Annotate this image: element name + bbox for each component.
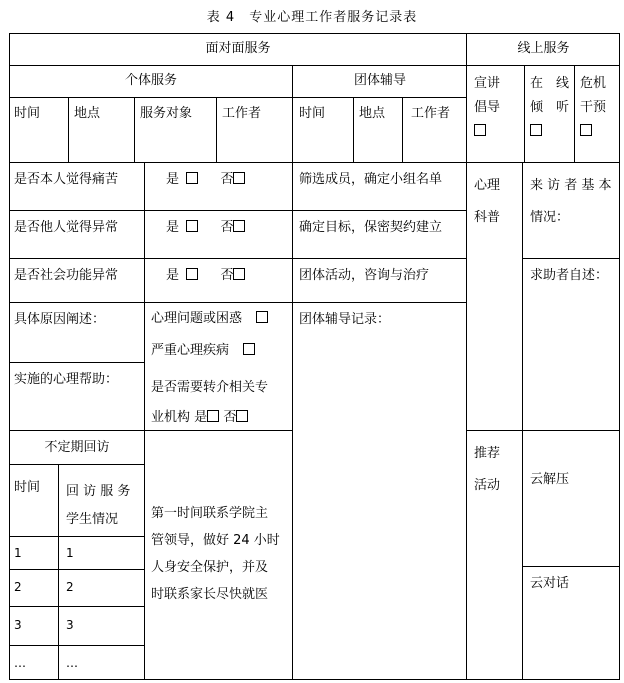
option-psych-problem: 心理问题或困惑 xyxy=(151,309,268,329)
listening-checkbox[interactable] xyxy=(530,124,542,136)
individual-col-time: 时间 xyxy=(14,106,41,121)
crisis-checkbox[interactable] xyxy=(580,124,592,136)
followup-col-time: 时间 xyxy=(14,480,41,495)
option-severe-disease: 严重心理疾病 xyxy=(151,341,255,361)
online-header: 线上服务 xyxy=(517,41,570,56)
question-social-function: 是否社会功能异常 xyxy=(14,268,119,283)
yes-checkbox[interactable] xyxy=(186,172,198,184)
followup-header: 不定期回访 xyxy=(44,440,110,455)
help-label: 实施的心理帮助： xyxy=(14,372,119,387)
self-statement: 求助者自述： xyxy=(530,268,609,283)
group-col-time: 时间 xyxy=(299,106,326,121)
group-step-screening: 筛选成员，确定小组名单 xyxy=(299,172,443,187)
answer-self-distress: 是 否 xyxy=(166,170,245,190)
no-checkbox[interactable] xyxy=(233,172,245,184)
advocacy-checkbox[interactable] xyxy=(474,124,486,136)
online-col-crisis: 危机 干预 xyxy=(580,72,606,144)
cloud-dialogue: 云对话 xyxy=(530,576,570,591)
psych-problem-checkbox[interactable] xyxy=(256,311,268,323)
question-self-distress: 是否本人觉得痛苦 xyxy=(14,172,119,187)
followup-row-3-time: 3 xyxy=(14,618,22,632)
reason-label: 具体原因阐述： xyxy=(14,312,106,327)
group-step-goal: 确定目标，保密契约建立 xyxy=(299,220,443,235)
followup-col-status: 回 访 服 务 学生情况 xyxy=(66,484,131,527)
group-record-label: 团体辅导记录： xyxy=(299,312,391,327)
individual-col-client: 服务对象 xyxy=(140,106,193,121)
individual-header: 个体服务 xyxy=(124,73,177,88)
referral-yes-checkbox[interactable] xyxy=(207,410,219,422)
face-to-face-header: 面对面服务 xyxy=(205,41,271,56)
severe-disease-checkbox[interactable] xyxy=(243,343,255,355)
referral-no-checkbox[interactable] xyxy=(236,410,248,422)
table-title: 表 4 专业心理工作者服务记录表 xyxy=(206,10,418,25)
group-col-place: 地点 xyxy=(359,106,386,121)
no-checkbox[interactable] xyxy=(233,268,245,280)
yes-checkbox[interactable] xyxy=(186,220,198,232)
answer-others-abnormal: 是 否 xyxy=(166,218,245,238)
option-referral: 是否需要转介相关专 业机构 是 否 xyxy=(151,380,269,425)
group-col-worker: 工作者 xyxy=(411,106,451,121)
emergency-instructions: 第一时间联系学院主 管领导，做好 24 小时 人身安全保护，并及 时联系家长尽快就医 xyxy=(151,506,280,602)
followup-row-more-status: … xyxy=(66,656,78,670)
online-col-listening: 在 线 倾 听 xyxy=(530,72,569,144)
answer-social-function: 是 否 xyxy=(166,266,245,286)
followup-row-more-time: … xyxy=(14,656,26,670)
followup-row-1-time: 1 xyxy=(14,546,22,560)
followup-row-1-status: 1 xyxy=(66,546,74,560)
question-others-abnormal: 是否他人觉得异常 xyxy=(14,220,119,235)
online-col-advocacy: 宣讲 倡导 xyxy=(474,72,500,144)
no-checkbox[interactable] xyxy=(233,220,245,232)
individual-col-place: 地点 xyxy=(74,106,101,121)
individual-col-worker: 工作者 xyxy=(222,106,262,121)
psych-popular-science: 心理 科普 xyxy=(474,178,501,225)
followup-row-2-time: 2 xyxy=(14,580,22,594)
visitor-basic-info: 来 访 者 基 本 情况： xyxy=(530,178,612,225)
followup-row-3-status: 3 xyxy=(66,618,74,632)
group-step-activity: 团体活动，咨询与治疗 xyxy=(299,268,430,283)
recommended-activities: 推荐 活动 xyxy=(474,446,501,493)
cloud-decompress: 云解压 xyxy=(530,472,570,487)
followup-row-2-status: 2 xyxy=(66,580,74,594)
group-header: 团体辅导 xyxy=(353,73,406,88)
yes-checkbox[interactable] xyxy=(186,268,198,280)
